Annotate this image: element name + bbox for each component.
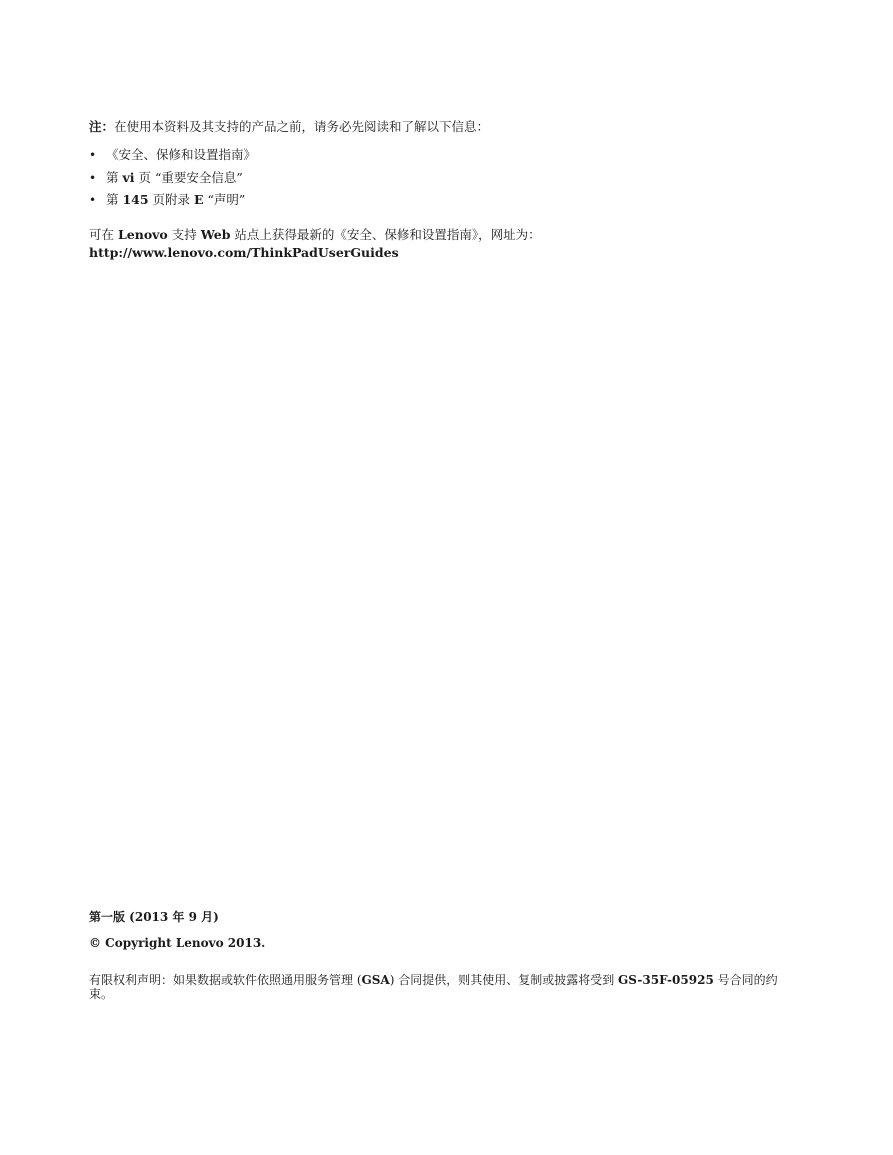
list-item bbox=[89, 189, 256, 212]
info-bullet-list bbox=[89, 144, 256, 212]
web-info-text: 站点上获得最新的《安全、保修和设置指南》，网址为： bbox=[230, 227, 541, 242]
page-ref: vi bbox=[122, 169, 135, 185]
contract-number: GS-35F-05925 bbox=[618, 973, 714, 987]
list-item bbox=[89, 144, 256, 167]
note-line bbox=[89, 118, 489, 136]
copyright-line: © Copyright Lenovo 2013. bbox=[89, 936, 266, 950]
web-word: Web bbox=[200, 227, 231, 242]
restricted-rights-notice bbox=[89, 973, 799, 1001]
list-item bbox=[89, 167, 256, 190]
rights-text: ) 合同提供，则其使用、复制或披露将受到 bbox=[389, 973, 619, 987]
bullet-icon: • bbox=[89, 170, 97, 185]
list-item-text: 第 bbox=[106, 169, 123, 185]
bullet-icon: • bbox=[89, 193, 97, 207]
list-item-text: 页 “重要安全信息” bbox=[134, 169, 243, 185]
list-item-text: 《安全、保修和设置指南》 bbox=[106, 147, 257, 162]
note-label: 注： bbox=[89, 119, 115, 134]
gsa-abbr: GSA bbox=[361, 973, 390, 987]
user-guides-link[interactable]: http://www.lenovo.com/ThinkPadUserGuides bbox=[89, 245, 399, 260]
bullet-icon: • bbox=[89, 148, 97, 162]
web-info-paragraph bbox=[89, 226, 541, 262]
appendix-ref: E bbox=[194, 192, 204, 207]
web-info-line bbox=[89, 226, 541, 244]
web-info-text: 支持 bbox=[167, 227, 201, 242]
list-item-text: 第 bbox=[106, 192, 123, 207]
rights-text: 有限权利声明：如果数据或软件依照通用服务管理 ( bbox=[89, 973, 362, 987]
list-item-text: “声明” bbox=[203, 192, 246, 207]
web-info-text: 可在 bbox=[89, 227, 118, 242]
edition-line: 第一版 (2013 年 9 月) bbox=[89, 910, 219, 924]
brand-name: Lenovo bbox=[117, 227, 168, 242]
rights-text: 号合同的约束。 bbox=[89, 973, 778, 1001]
note-text: 在使用本资料及其支持的产品之前，请务必先阅读和了解以下信息： bbox=[114, 119, 490, 134]
page-ref: 145 bbox=[122, 192, 149, 207]
list-item-text: 页附录 bbox=[148, 192, 195, 207]
